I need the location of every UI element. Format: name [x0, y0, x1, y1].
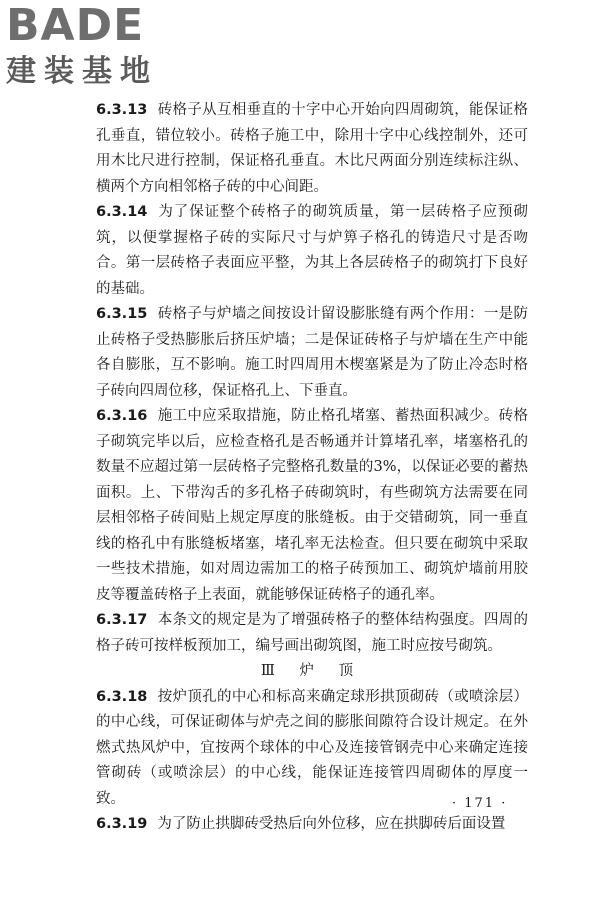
clause-number: 6.3.14: [96, 204, 148, 220]
clause-number: 6.3.15: [96, 306, 148, 322]
clause-number: 6.3.17: [96, 612, 148, 628]
clause-6-3-13: [96, 98, 528, 200]
clause-text: 为了保证整个砖格子的砌筑质量，第一层砖格子应预砌筑，以便掌握格子砖的实际尺寸与炉箅子格孔的铸造尺寸是否吻合。第一层砖格子表面应平整，为其上各层砖格子的砌筑打下良好的基础。: [96, 204, 528, 297]
clause-6-3-17: [96, 608, 528, 659]
logo-brand: BADE: [6, 0, 145, 51]
clause-number: 6.3.13: [96, 102, 148, 118]
clause-6-3-18: [96, 685, 528, 813]
clause-6-3-15: [96, 302, 528, 404]
clause-6-3-19: [96, 812, 528, 838]
clause-text: 砖格子从互相垂直的十字中心开始向四周砌筑，能保证格孔垂直，错位较小。砖格子施工中，除用十字中心线控制外，还可用木比尺进行控制，保证格孔垂直。木比尺两面分别连续标注纵、横两个方向相邻格子砖的中心间距。: [96, 102, 528, 195]
clause-text: 本条文的规定是为了增强砖格子的整体结构强度。四周的格子砖可按样板预加工，编号画出砌筑图，施工时应按号砌筑。: [96, 612, 528, 654]
page-body: [96, 98, 528, 838]
logo-subtitle: 建装基地: [6, 54, 158, 89]
clause-number: 6.3.18: [96, 688, 148, 705]
clause-text: 施工中应采取措施，防止格孔堵塞、蓄热面积减少。砖格子砌筑完毕以后，应检查格孔是否畅通并计算堵孔率，堵塞格孔的数量不应超过第一层砖格子完整格孔数量的3%，以保证必要的蓄热面积。上、下带沟舌的多孔格子砖砌筑时，有些砌筑方法需要在同层相邻格子砖间贴上规定厚度的胀缝板。由于交错砌筑，同一垂直线的格孔中有胀缝板堵塞，堵孔率无法检查。但只要在砌筑中采取一些技术措施，如对周边需加工的格子砖预加工、砌筑炉墙前用胶皮等覆盖砖格子上表面，就能够保证砖格子的通孔率。: [96, 408, 528, 603]
clause-text: 砖格子与炉墙之间按设计留设膨胀缝有两个作用：一是防止砖格子受热膨胀后挤压炉墙；二是保证砖格子与炉墙在生产中能各自膨胀，互不影响。施工时四周用木楔塞紧是为了防止冷态时格子砖向四周位移，保证格孔上、下垂直。: [96, 306, 528, 399]
clause-6-3-14: [96, 200, 528, 302]
publisher-logo: [6, 2, 176, 94]
clause-text: 按炉顶孔的中心和标高来确定球形拱顶砌砖（或喷涂层）的中心线，可保证砌体与炉壳之间的膨胀间隙符合设计规定。在外燃式热风炉中，宜按两个球体的中心及连接管钢壳中心来确定连接管砌砖（或喷涂层）的中心线，能保证连接管四周砌体的厚度一致。: [96, 688, 528, 807]
section-title: Ⅲ 炉 顶: [260, 663, 364, 679]
clause-text: 为了防止拱脚砖受热后向外位移，应在拱脚砖后面设置: [157, 816, 506, 832]
page-number: · 171 ·: [452, 796, 508, 811]
clause-number: 6.3.19: [96, 816, 148, 832]
clause-number: 6.3.16: [96, 408, 148, 424]
clause-6-3-16: [96, 404, 528, 608]
